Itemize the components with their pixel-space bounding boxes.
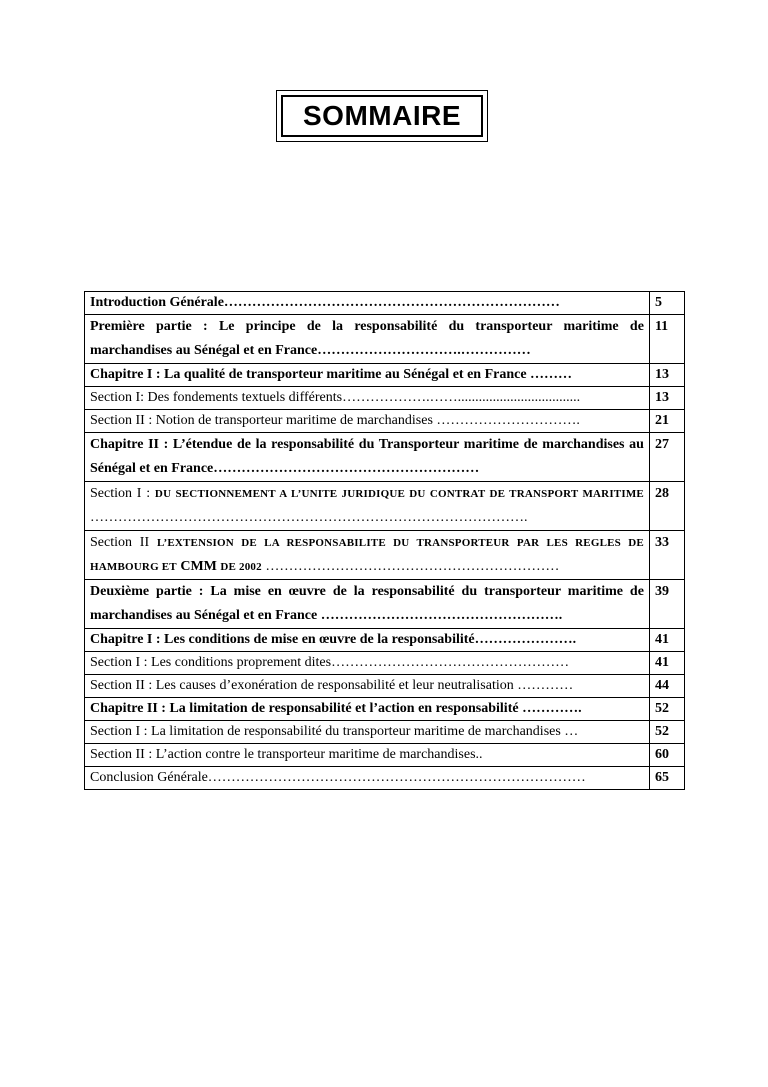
toc-entry: Section I: Des fondements textuels différents……………….……...................................: [85, 387, 650, 410]
toc-page: 13: [649, 364, 684, 387]
toc-row-part-two: [85, 580, 685, 629]
toc-page: 52: [649, 698, 684, 721]
toc-entry: [85, 531, 650, 580]
toc-row-section: [85, 387, 685, 410]
toc-entry: Conclusion Générale………………………………………………………………………: [85, 767, 650, 790]
toc-row-section: [85, 721, 685, 744]
title-frame: [276, 90, 488, 142]
toc-entry: Chapitre I : Les conditions de mise en œuvre de la responsabilité………………….: [85, 629, 650, 652]
toc-entry-caps: L’EXTENSION DE LA RESPONSABILITE DU TRANSPORTEUR PAR LES REGLES DE HAMBOURG ET: [90, 537, 644, 573]
toc-entry-caps: DU SECTIONNEMENT A L’UNITE JURIDIQUE DU CONTRAT DE TRANSPORT MARITIME: [154, 488, 644, 500]
toc-page: 41: [649, 629, 684, 652]
toc-entry-bold: CMM: [176, 559, 221, 574]
toc-row-conclusion: [85, 767, 685, 790]
toc-page: 33: [649, 531, 684, 580]
toc-entry: Introduction Générale………………………………………………………………: [85, 292, 650, 315]
toc-page: 52: [649, 721, 684, 744]
toc-page: 13: [649, 387, 684, 410]
toc-page: 11: [649, 315, 684, 364]
page-title: SOMMAIRE: [303, 100, 461, 131]
toc-row-section: [85, 744, 685, 767]
toc-entry: Section I : La limitation de responsabilité du transporteur maritime de marchandises …: [85, 721, 650, 744]
toc-entry: Section II : L’action contre le transporteur maritime de marchandises..: [85, 744, 650, 767]
toc-entry: [85, 482, 650, 531]
toc-page: 5: [649, 292, 684, 315]
toc-entry-caps-year: DE 2002: [220, 561, 262, 573]
toc-entry: Section II : Les causes d’exonération de responsabilité et leur neutralisation …………: [85, 675, 650, 698]
toc-entry-lead: Section I :: [90, 486, 155, 501]
toc-page: 21: [649, 410, 684, 433]
toc-page: 44: [649, 675, 684, 698]
toc-page: 60: [649, 744, 684, 767]
table-of-contents: [84, 291, 685, 790]
toc-entry: Section I : Les conditions proprement dites……………………………………………: [85, 652, 650, 675]
toc-row-part-one: [85, 315, 685, 364]
toc-entry-dots: ………………………………………………………………………………….: [90, 510, 528, 525]
toc-row-chapter: [85, 698, 685, 721]
toc-row-section: [85, 410, 685, 433]
toc-page: 39: [649, 580, 684, 629]
toc-entry: Deuxième partie : La mise en œuvre de la responsabilité du transporteur maritime de marchandises au Sénégal et en France …………………………………………….: [85, 580, 650, 629]
toc-row-section: [85, 675, 685, 698]
toc-entry: Chapitre I : La qualité de transporteur maritime au Sénégal et en France ………: [85, 364, 650, 387]
toc-row-chapter: [85, 433, 685, 482]
toc-row-chapter: [85, 364, 685, 387]
toc-page: 28: [649, 482, 684, 531]
toc-row-section: [85, 482, 685, 531]
toc-row-section: [85, 531, 685, 580]
toc-row-introduction: [85, 292, 685, 315]
toc-entry: Chapitre II : La limitation de responsabilité et l’action en responsabilité ………….: [85, 698, 650, 721]
toc-entry-dots: ………………………………………………………: [261, 559, 560, 574]
toc-page: 65: [649, 767, 684, 790]
toc-entry: Chapitre II : L’étendue de la responsabilité du Transporteur maritime de marchandises au Sénégal et en France…………………………………………………: [85, 433, 650, 482]
toc-row-section: [85, 652, 685, 675]
toc-entry: Section II : Notion de transporteur maritime de marchandises ………………………….: [85, 410, 650, 433]
toc-entry-lead: Section II: [90, 535, 157, 550]
toc-entry: Première partie : Le principe de la responsabilité du transporteur maritime de marchandises au Sénégal et en France………………………….……………: [85, 315, 650, 364]
title-inner-frame: [281, 95, 483, 137]
toc-row-chapter: [85, 629, 685, 652]
toc-page: 41: [649, 652, 684, 675]
toc-page: 27: [649, 433, 684, 482]
